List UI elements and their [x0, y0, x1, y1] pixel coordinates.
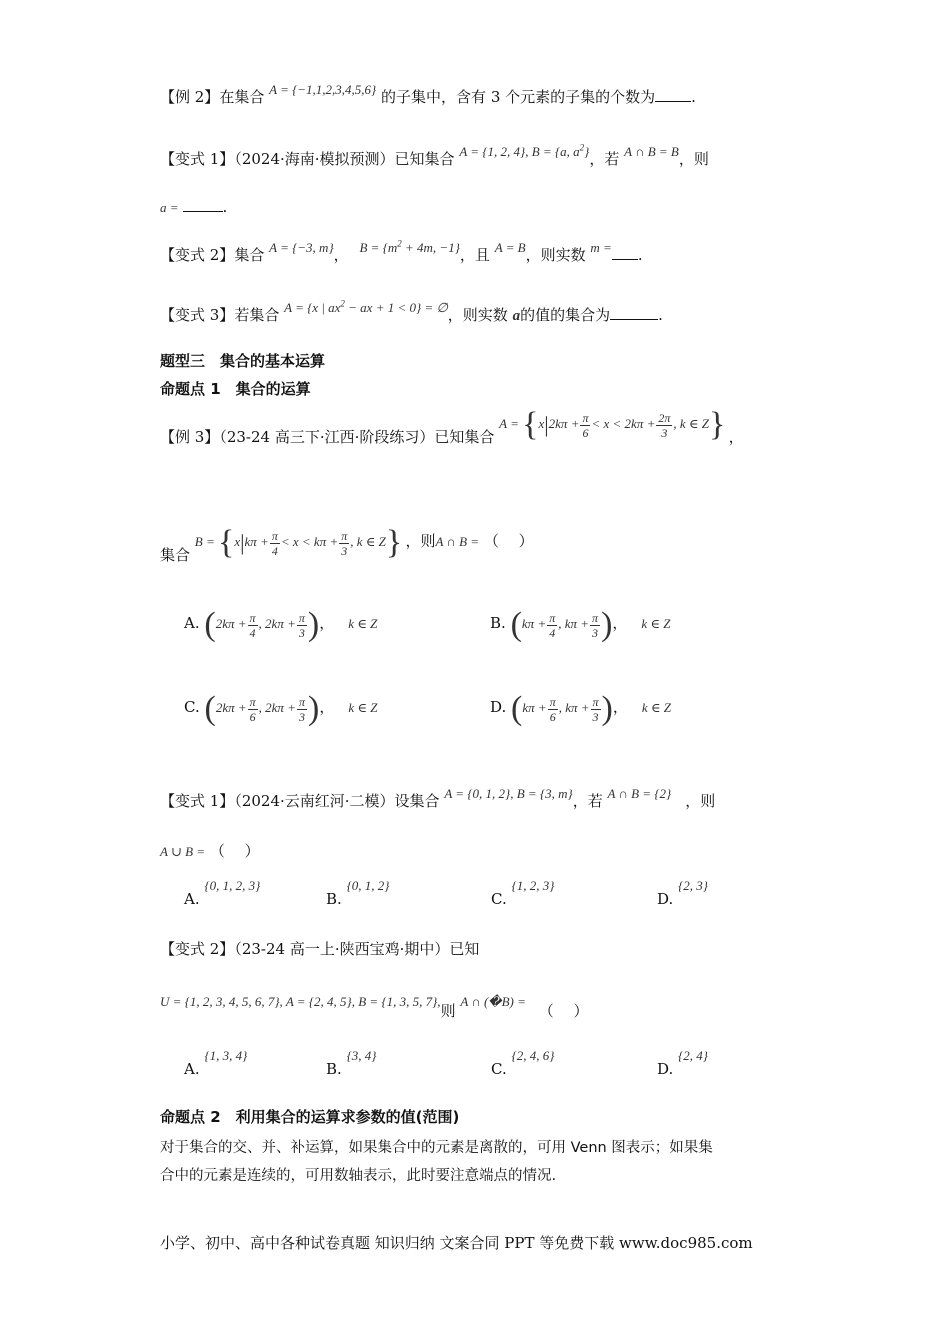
answer-blank: [183, 199, 223, 212]
variant-tag: 【变式 1】: [160, 792, 235, 810]
example-tag: 【例 2】: [160, 88, 220, 106]
option-b[interactable]: B. {0, 1, 2}: [326, 878, 390, 908]
option-c[interactable]: C. {1, 2, 3}: [491, 878, 555, 908]
variant-2-a: 【变式 2】集合 A = {−3, m}， $B = \{m^2 + 4m$, −1}，且 A = B，则实数 m = .: [160, 238, 643, 264]
option-d[interactable]: D. (kπ + $\frac{\pi}{6}$ , kπ + $\frac{\pi}{3}$ )， k ∈ Z: [490, 690, 671, 727]
set-expression: A = {x | $ax^2$ − ax + 1 < 0} = ∅: [284, 298, 448, 315]
set-b-expression: B = {x|kπ + $\frac{\pi}{4}$ < x < kπ + $\frac{\pi}{3}$ , k ∈ Z}: [194, 524, 403, 561]
condition-expression: A ∩ B = {2}: [607, 786, 672, 801]
sub-heading: 命题点 1 集合的运算: [160, 380, 311, 398]
variant-2-b-sets: U = {1, 2, 3, 4, 5, 6, 7}, A = {2, 4, 5}, B = {1, 3, 5, 7},则 A ∩ (�B) = （ ）: [160, 994, 589, 1020]
option-b[interactable]: B. (kπ + $\frac{\pi}{4}$ , kπ + $\frac{\pi}{3}$ )， k ∈ Z: [490, 606, 671, 643]
section-heading: 题型三 集合的基本运算: [160, 352, 326, 370]
option-d[interactable]: D. {2, 3}: [657, 878, 708, 908]
variant-1-b: 【变式 1】（2024·云南红河·二模）设集合 A = {0, 1, 2}, B = {3, m}，若 A ∩ B = {2} ，则: [160, 786, 716, 810]
option-c[interactable]: C. {2, 4, 6}: [491, 1048, 555, 1078]
condition-expression: A = B: [494, 240, 526, 255]
variant-tag: 【变式 2】: [160, 246, 235, 264]
answer-blank: [612, 247, 638, 260]
example-2: 【例 2】在集合 A = {−1,1,2,3,4,5,6} 的子集中，含有 3 个元素的子集的个数为 .: [160, 82, 696, 106]
variant-3-a: 【变式 3】若集合 A = {x | $ax^2$ − ax + 1 < 0} = ∅，则实数 a的值的集合为 .: [160, 298, 663, 324]
condition-expression: A ∩ B = B: [624, 144, 679, 159]
option-a[interactable]: A. {1, 3, 4}: [184, 1048, 248, 1078]
set-expression: A = {−1,1,2,3,4,5,6}: [269, 82, 377, 97]
option-d[interactable]: D. {2, 4}: [657, 1048, 708, 1078]
paragraph-line: 对于集合的交、并、补运算，如果集合中的元素是离散的，可用 Venn 图表示；如果集: [160, 1140, 713, 1156]
set-b-expression: $B = \{m^2 + 4m$, −1}: [359, 238, 460, 255]
variant-1-b-question: A ∪ B = （ ）: [160, 842, 260, 860]
variant-1-a: 【变式 1】（2024·海南·模拟预测）已知集合 A = {1, 2, 4}, B = {a, $a^2$}，若 A ∩ B = B，则: [160, 142, 709, 168]
page-footer: 小学、初中、高中各种试卷真题 知识归纳 文案合同 PPT 等免费下载 www.doc985.com: [160, 1234, 753, 1252]
paragraph-line: 合中的元素是连续的，可用数轴表示，此时要注意端点的情况.: [160, 1168, 557, 1184]
variant-1-a-answer: a = .: [160, 198, 228, 216]
variant-tag: 【变式 1】: [160, 150, 235, 168]
example-3: 【例 3】（23-24 高三下·江西·阶段练习）已知集合 A = {x|2kπ + $\frac{\pi}{6}$ < x < 2kπ + $\frac{2\pi}{3}$ , k ∈ Z} ，: [160, 406, 744, 446]
complement-expression: A ∩ (�B) =: [460, 994, 526, 1009]
set-expression: A = {0, 1, 2}, B = {3, m}: [444, 786, 573, 801]
set-a-expression: A = {−3, m}: [269, 240, 334, 255]
answer-blank: [655, 89, 691, 102]
option-c[interactable]: C. (2kπ + $\frac{\pi}{6}$ , 2kπ + $\frac{\pi}{3}$ )， k ∈ Z: [184, 690, 378, 727]
set-a-expression: A = {x|2kπ + $\frac{\pi}{6}$ < x < 2kπ + $\frac{2\pi}{3}$ , k ∈ Z}: [499, 406, 726, 443]
option-a[interactable]: A. {0, 1, 2, 3}: [184, 878, 261, 908]
variant-2-b: 【变式 2】（23-24 高一上·陕西宝鸡·期中）已知: [160, 940, 480, 958]
option-b[interactable]: B. {3, 4}: [326, 1048, 377, 1078]
variant-tag: 【变式 3】: [160, 306, 235, 324]
answer-blank: [610, 307, 658, 320]
set-expression: U = {1, 2, 3, 4, 5, 6, 7}, A = {2, 4, 5}, B = {1, 3, 5, 7},: [160, 994, 441, 1009]
variant-tag: 【变式 2】: [160, 940, 235, 958]
set-expression: A = {1, 2, 4}, B = {a, $a^2$}: [459, 142, 590, 159]
option-a[interactable]: A. (2kπ + $\frac{\pi}{4}$ , 2kπ + $\frac{\pi}{3}$ )， k ∈ Z: [184, 606, 378, 643]
example-tag: 【例 3】: [160, 427, 220, 446]
example-3-set-b: 集合 B = {x|kπ + $\frac{\pi}{4}$ < x < kπ + $\frac{\pi}{3}$ , k ∈ Z} ，则A ∩ B = （ ）: [160, 524, 534, 564]
sub-heading: 命题点 2 利用集合的运算求参数的值(范围): [160, 1108, 460, 1126]
